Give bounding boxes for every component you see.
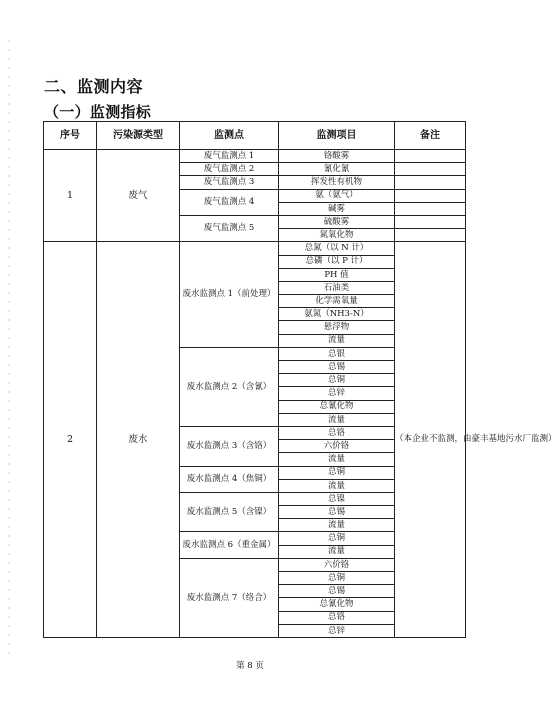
monitoring-point: 废气监测点 5 bbox=[180, 215, 279, 241]
header-point: 监测点 bbox=[180, 122, 279, 150]
monitoring-item: PH 值 bbox=[279, 268, 395, 281]
monitoring-item: 总铜 bbox=[279, 572, 395, 585]
monitoring-item: 化学需氧量 bbox=[279, 295, 395, 308]
monitoring-point: 废水监测点 2（含氰） bbox=[180, 347, 279, 426]
remark-cell bbox=[395, 176, 466, 189]
table-body bbox=[44, 150, 557, 638]
monitoring-item: 石油类 bbox=[279, 281, 395, 294]
monitoring-point: 废水监测点 4（焦铜） bbox=[180, 466, 279, 492]
monitoring-item: 总铜 bbox=[279, 466, 395, 479]
row-number: 2 bbox=[44, 242, 97, 638]
table-header-row bbox=[44, 122, 466, 150]
monitoring-item: 悬浮物 bbox=[279, 321, 395, 334]
monitoring-item: 流量 bbox=[279, 545, 395, 558]
monitoring-item: 总氰化物 bbox=[279, 400, 395, 413]
monitoring-item: 流量 bbox=[279, 519, 395, 532]
table-row bbox=[44, 150, 466, 163]
header-no: 序号 bbox=[44, 122, 97, 150]
monitoring-item: 总锡 bbox=[279, 361, 395, 374]
remark-cell bbox=[395, 215, 466, 228]
monitoring-item: 氮氧化物 bbox=[279, 229, 395, 242]
source-type: 废气 bbox=[97, 150, 180, 242]
monitoring-item: 总氮（以 N 计） bbox=[279, 242, 395, 255]
monitoring-point: 废水监测点 3（含铬） bbox=[180, 426, 279, 466]
monitoring-point: 废水监测点 6（重金属） bbox=[180, 532, 279, 558]
monitoring-item: 总锌 bbox=[279, 624, 395, 637]
section-title: 二、监测内容 bbox=[44, 77, 144, 96]
monitoring-item: 硫酸雾 bbox=[279, 215, 395, 228]
remark-cell bbox=[395, 189, 466, 202]
remark-cell bbox=[395, 150, 466, 163]
monitoring-item: 氨（氨气） bbox=[279, 189, 395, 202]
page-number: 第 8 页 bbox=[236, 661, 264, 671]
monitoring-item: 总铬 bbox=[279, 426, 395, 439]
scan-edge-mark bbox=[8, 40, 10, 660]
header-remark: 备注 bbox=[395, 122, 466, 150]
monitoring-point: 废水监测点 1（前处理） bbox=[180, 242, 279, 348]
table-row bbox=[44, 242, 466, 255]
monitoring-item: 流量 bbox=[279, 453, 395, 466]
monitoring-point: 废气监测点 3 bbox=[180, 176, 279, 189]
monitoring-point: 废水监测点 5（含镍） bbox=[180, 492, 279, 532]
monitoring-item: 流量 bbox=[279, 413, 395, 426]
source-type: 废水 bbox=[97, 242, 180, 638]
monitoring-item: 氰化氰 bbox=[279, 163, 395, 176]
monitoring-point: 废气监测点 4 bbox=[180, 189, 279, 215]
row-number: 1 bbox=[44, 150, 97, 242]
header-source-type: 污染源类型 bbox=[97, 122, 180, 150]
monitoring-table bbox=[43, 121, 557, 638]
monitoring-item: 碱雾 bbox=[279, 202, 395, 215]
header-item: 监测项目 bbox=[279, 122, 395, 150]
monitoring-item: 总锡 bbox=[279, 506, 395, 519]
monitoring-item: 铬酸雾 bbox=[279, 150, 395, 163]
monitoring-item: 流量 bbox=[279, 334, 395, 347]
monitoring-item: 总铜 bbox=[279, 374, 395, 387]
monitoring-item: 总铜 bbox=[279, 532, 395, 545]
monitoring-item: 氨氮（NH3-N） bbox=[279, 308, 395, 321]
monitoring-point: 废气监测点 2 bbox=[180, 163, 279, 176]
monitoring-item: 六价铬 bbox=[279, 440, 395, 453]
monitoring-item: 六价铬 bbox=[279, 558, 395, 571]
monitoring-item: 总锌 bbox=[279, 387, 395, 400]
remark-cell bbox=[395, 202, 466, 215]
monitoring-item: 流量 bbox=[279, 479, 395, 492]
remark-cell bbox=[395, 163, 466, 176]
subsection-title: （一）监测指标 bbox=[44, 103, 152, 121]
monitoring-point: 废水监测点 7（络合） bbox=[180, 558, 279, 637]
monitoring-item: 总氰化物 bbox=[279, 598, 395, 611]
monitoring-item: 总铬 bbox=[279, 611, 395, 624]
monitoring-item: 总银 bbox=[279, 347, 395, 360]
monitoring-item: 总磷（以 P 计） bbox=[279, 255, 395, 268]
monitoring-item: 总锡 bbox=[279, 585, 395, 598]
monitoring-item: 挥发性有机物 bbox=[279, 176, 395, 189]
monitoring-point: 废气监测点 1 bbox=[180, 150, 279, 163]
remark-note: （本企业不监测，由豪丰基地污水厂监测） bbox=[395, 242, 466, 638]
remark-cell bbox=[395, 229, 466, 242]
monitoring-item: 总镍 bbox=[279, 492, 395, 505]
